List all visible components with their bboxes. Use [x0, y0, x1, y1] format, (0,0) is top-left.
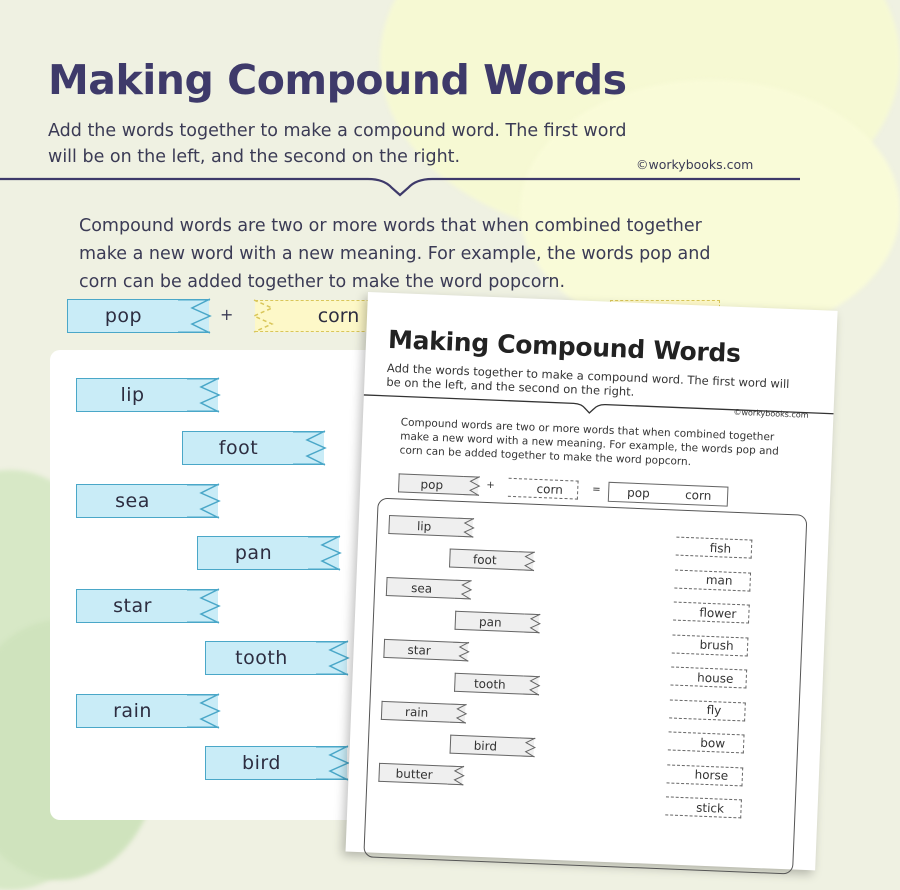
worksheet-plus: +: [486, 479, 495, 492]
worksheet-answer-label: fish: [709, 540, 732, 556]
worksheet-answer-label: stick: [695, 800, 725, 816]
word-tag: [205, 746, 347, 780]
example-first-label: pop: [104, 305, 143, 327]
intro-text: Compound words are two or more words that when combined together make a new word with a new meaning. For example, the words pop and corn can be added together to make the word popcorn.: [79, 216, 711, 292]
worksheet-word-label: foot: [472, 551, 497, 567]
worksheet-subtitle: Add the words together to make a compound word. The first word will be on the left, and the second on the right.: [386, 360, 790, 399]
worksheet-credit: ©workybooks.com: [733, 407, 809, 420]
worksheet-answer-tag: [673, 602, 750, 624]
zigzag-edge-icon: [308, 536, 340, 570]
example-second-label: corn: [317, 305, 360, 327]
page-subtitle: Add the words together to make a compound word. The first word will be on the left, and the second on the right.: [48, 121, 627, 167]
header-divider: [0, 176, 800, 200]
word-tag: [205, 641, 347, 675]
word-tag: [76, 378, 218, 412]
zigzag-edge-icon: [518, 737, 535, 757]
worksheet-answer-tag: [667, 764, 744, 786]
worksheet-answer-tag: [672, 634, 749, 656]
worksheet-answer-second: corn: [684, 487, 712, 503]
worksheet-word-tag: [450, 735, 535, 757]
worksheet-word-tag: [381, 701, 466, 723]
worksheet-answer-label: brush: [699, 637, 734, 653]
worksheet-word-tag: [383, 639, 468, 661]
worksheet-example-first: [398, 473, 479, 495]
zigzag-edge-icon: [450, 704, 467, 724]
worksheet-word-label: butter: [395, 766, 433, 782]
zigzag-edge-icon: [187, 589, 219, 623]
zigzag-edge-icon: [187, 694, 219, 728]
word-tag-label: pan: [234, 542, 273, 564]
zigzag-edge-icon: [463, 476, 480, 496]
worksheet-word-label: lip: [416, 518, 432, 534]
credit-text: ©workybooks.com: [636, 157, 754, 172]
worksheet-word-tag: [454, 673, 539, 695]
worksheet-word-tag: [449, 548, 534, 570]
worksheet-example-first-label: pop: [420, 476, 444, 492]
word-tag-label: lip: [120, 384, 145, 406]
worksheet-title: Making Compound Words: [387, 324, 742, 368]
zigzag-edge-icon: [293, 431, 325, 465]
worksheet-answer-label: flower: [699, 605, 737, 621]
worksheet-example-second-label: corn: [536, 481, 564, 497]
worksheet-word-tag: [388, 515, 473, 537]
word-tag: [182, 431, 324, 465]
word-tag-label: rain: [113, 700, 152, 722]
worksheet-answer-tag: [669, 699, 746, 721]
page-title: Making Compound Words: [48, 56, 627, 104]
worksheet-word-label: sea: [410, 580, 433, 596]
zigzag-edge-icon: [187, 378, 219, 412]
zigzag-edge-icon: [187, 484, 219, 518]
worksheet-answer-tag: [668, 731, 745, 753]
zigzag-edge-icon: [447, 766, 464, 786]
plus-sign: +: [220, 305, 234, 324]
word-tag-label: star: [113, 595, 152, 617]
zigzag-edge-icon: [455, 580, 472, 600]
worksheet-intro: Compound words are two or more words that when combined together make a new word with a new meaning. For example, the words pop and corn can be added together to make the word popcorn.: [399, 416, 780, 469]
worksheet-example-second: [508, 478, 579, 500]
zigzag-edge-icon: [457, 518, 474, 538]
word-tag: [76, 484, 218, 518]
worksheet-answer-label: bow: [700, 735, 726, 751]
zigzag-edge-icon: [178, 299, 210, 333]
word-tag-label: sea: [115, 490, 150, 512]
worksheet-answer-tag: [674, 569, 751, 591]
worksheet-equals: =: [592, 484, 601, 496]
worksheet-answer-tag: [665, 796, 742, 818]
worksheet-word-tag: [455, 611, 540, 633]
worksheet-word-label: bird: [473, 738, 498, 754]
word-tag: [76, 589, 218, 623]
word-tag-label: tooth: [235, 647, 288, 669]
word-tag-label: bird: [242, 752, 281, 774]
zigzag-edge-icon: [316, 746, 348, 780]
worksheet-word-label: pan: [478, 614, 502, 630]
word-tag: [76, 694, 218, 728]
worksheet-preview: [346, 292, 838, 870]
worksheet-word-label: tooth: [473, 676, 506, 692]
zigzag-edge-icon: [523, 676, 540, 696]
worksheet-word-label: rain: [404, 704, 429, 720]
worksheet-answer-label: man: [705, 572, 733, 588]
worksheet-answer-first: pop: [626, 485, 651, 501]
worksheet-answer-tag: [670, 666, 747, 688]
zigzag-edge-icon: [254, 300, 284, 332]
zigzag-edge-icon: [452, 642, 469, 662]
worksheet-answer-label: house: [696, 670, 734, 686]
word-tag-label: foot: [218, 437, 259, 459]
worksheet-answer-tag: [676, 537, 753, 559]
header: [0, 0, 800, 180]
zigzag-edge-icon: [518, 551, 535, 571]
worksheet-word-label: star: [407, 642, 432, 658]
zigzag-edge-icon: [316, 641, 348, 675]
word-tag: [197, 536, 339, 570]
worksheet-word-tag: [378, 763, 463, 785]
worksheet-word-tag: [386, 577, 471, 599]
worksheet-answer-box: [608, 482, 729, 507]
zigzag-edge-icon: [523, 614, 540, 634]
worksheet-answer-label: horse: [694, 767, 729, 783]
worksheet-answer-label: fly: [706, 702, 722, 718]
example-first-word: [67, 299, 209, 333]
